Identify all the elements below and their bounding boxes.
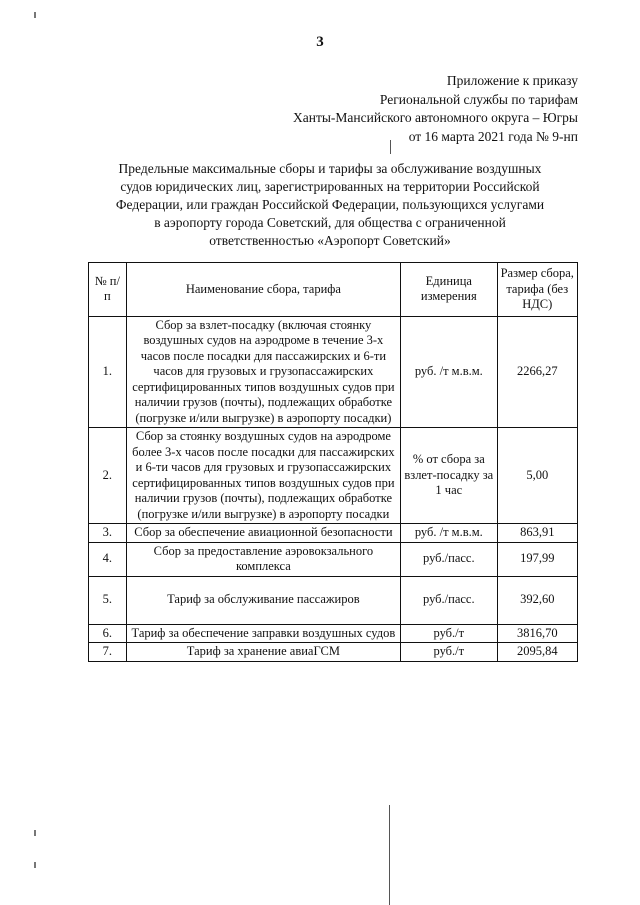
row-unit: руб. /т м.в.м. xyxy=(401,524,497,543)
title-line: ответственностью «Аэропорт Советский» xyxy=(209,233,451,248)
row-name: Сбор за предоставление аэровокзального комплекса xyxy=(126,542,400,576)
page-number: 3 xyxy=(316,34,324,50)
table-row xyxy=(89,576,578,624)
row-name: Сбор за взлет-посадку (включая стоянку воздушных судов на аэродроме в течение 3-х часов после посадки для пассажирских и 6-ти часов для грузовых и грузопассажирских сертифицированных типов воздушных судов при наличии грузов (почты), подлежащих обработке (погрузке и/или выгрузке) в аэропорту посадки) xyxy=(126,316,400,428)
row-name: Сбор за стоянку воздушных судов на аэродроме более 3-х часов после посадки для пассажирских и 6-ти часов для грузовых и грузопассажирских сертифицированных типов воздушных судов при наличии грузов (почты), подлежащих обработке (погрузке и/или выгрузке) в аэропорту посадки xyxy=(126,428,400,524)
row-value: 2266,27 xyxy=(497,316,577,428)
scan-artifact-mark xyxy=(34,830,36,836)
document-title xyxy=(80,160,580,250)
table-row xyxy=(89,542,578,576)
row-value: 392,60 xyxy=(497,576,577,624)
row-number: 6. xyxy=(89,624,127,643)
table-row xyxy=(89,524,578,543)
appendix-line: Региональной службы по тарифам xyxy=(379,91,578,107)
row-name: Тариф за обслуживание пассажиров xyxy=(126,576,400,624)
title-line: Федерации, или граждан Российской Федерации, пользующихся услугами xyxy=(115,197,545,212)
row-number: 7. xyxy=(89,643,127,662)
row-number: 2. xyxy=(89,428,127,524)
row-number: 3. xyxy=(89,524,127,543)
title-line: Предельные максимальные сборы и тарифы за обслуживание воздушных xyxy=(118,161,542,176)
table-row xyxy=(89,624,578,643)
row-unit: руб./пасс. xyxy=(401,576,497,624)
header-name: Наименование сбора, тарифа xyxy=(126,263,400,317)
appendix-reference xyxy=(293,72,578,146)
header-number: № п/п xyxy=(89,263,127,317)
row-value: 3816,70 xyxy=(497,624,577,643)
row-name: Сбор за обеспечение авиационной безопасности xyxy=(126,524,400,543)
scan-artifact-mark xyxy=(34,862,36,868)
row-value: 863,91 xyxy=(497,524,577,543)
appendix-line: от 16 марта 2021 года № 9-нп xyxy=(408,128,578,144)
row-number: 4. xyxy=(89,542,127,576)
appendix-line: Приложение к приказу xyxy=(446,73,578,88)
row-unit: руб./пасс. xyxy=(401,542,497,576)
row-value: 197,99 xyxy=(497,542,577,576)
row-unit: руб./т xyxy=(401,643,497,662)
scan-artifact-line xyxy=(390,140,391,154)
appendix-line: Ханты-Мансийского автономного округа – Югры xyxy=(293,110,578,125)
row-unit: % от сбора за взлет-посадку за 1 час xyxy=(401,428,497,524)
row-name: Тариф за обеспечение заправки воздушных судов xyxy=(126,624,400,643)
title-line: судов юридических лиц, зарегистрированных на территории Российской xyxy=(120,179,540,194)
row-value: 5,00 xyxy=(497,428,577,524)
scan-artifact-mark xyxy=(34,12,36,18)
tariff-table xyxy=(88,262,578,662)
table-row xyxy=(89,428,578,524)
row-value: 2095,84 xyxy=(497,643,577,662)
title-line: в аэропорту города Советский, для общества с ограниченной xyxy=(154,215,506,230)
row-name: Тариф за хранение авиаГСМ xyxy=(126,643,400,662)
table-row xyxy=(89,316,578,428)
row-number: 5. xyxy=(89,576,127,624)
table-row xyxy=(89,643,578,662)
table-header-row xyxy=(89,263,578,317)
row-number: 1. xyxy=(89,316,127,428)
header-unit: Единица измерения xyxy=(401,263,497,317)
scan-artifact-line xyxy=(389,805,390,905)
row-unit: руб./т xyxy=(401,624,497,643)
header-value: Размер сбора, тарифа (без НДС) xyxy=(497,263,577,317)
row-unit: руб. /т м.в.м. xyxy=(401,316,497,428)
